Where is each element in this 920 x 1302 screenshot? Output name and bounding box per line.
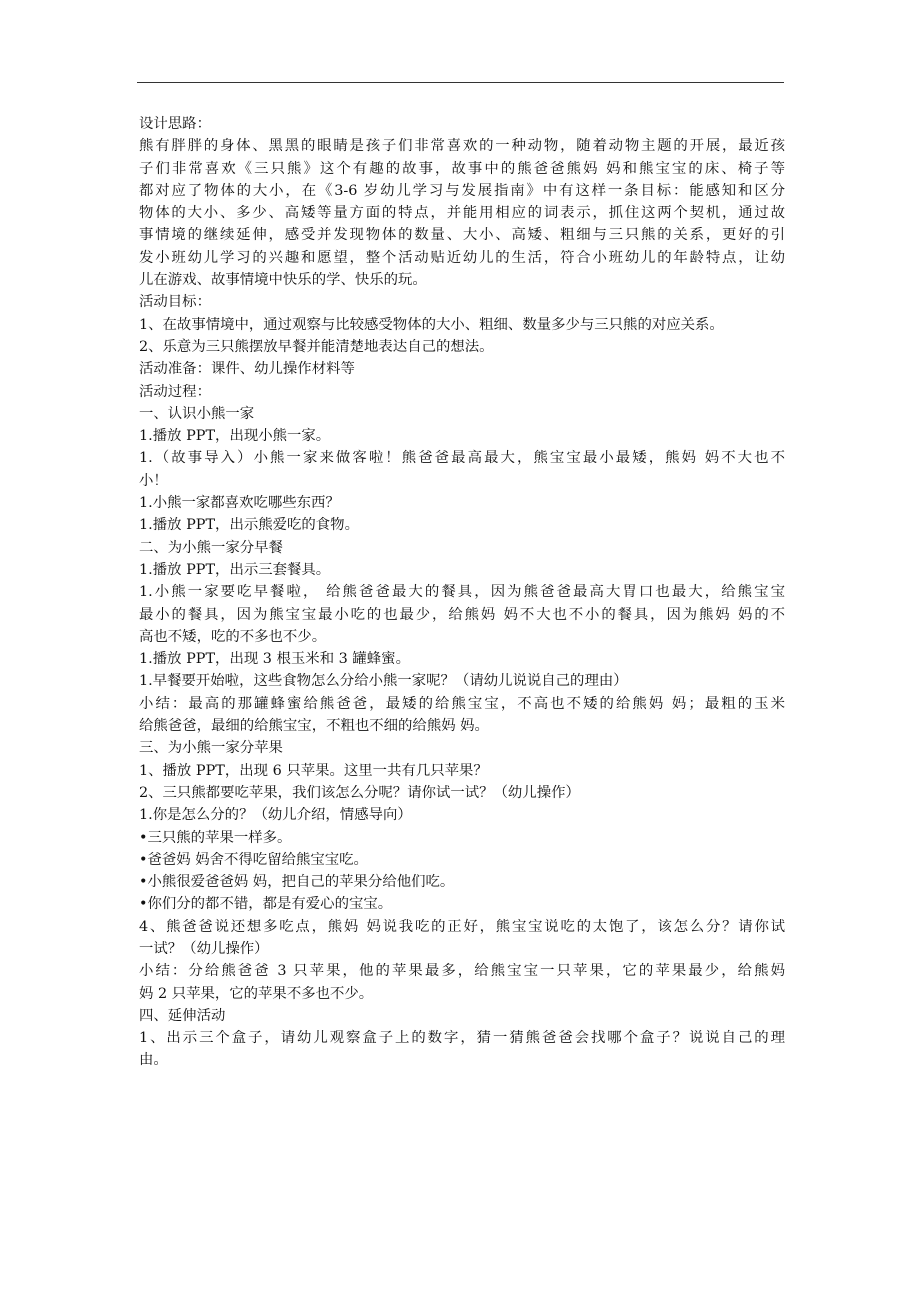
summary-line: 小结：分给熊爸爸 3 只苹果，他的苹果最多，给熊宝宝一只苹果，它的苹果最少，给熊妈 [139, 963, 785, 980]
process-step: 最小的餐具，因为熊宝宝最小吃的也最少，给熊妈 妈不大也不小的餐具，因为熊妈 妈的不 [139, 606, 785, 623]
bullet-item: •三只熊的苹果一样多。 [139, 829, 292, 846]
paragraph-line: 事情境的继续延伸，感受并发现物体的数量、大小、高矮、粗细与三只熊的关系，更好的引 [139, 227, 785, 244]
process-step: 1、播放 PPT，出现 6 只苹果。这里一共有几只苹果？ [139, 762, 488, 779]
document-body [139, 113, 785, 1072]
paragraph-line: 都对应了物体的大小，在《3-6 岁幼儿学习与发展指南》中有这样一条目标：能感知和区分 [139, 182, 785, 199]
process-step: 1、出示三个盒子，请幼儿观察盒子上的数字，猜一猜熊爸爸会找哪个盒子？说说自己的理 [139, 1030, 785, 1047]
section-heading: 三、为小熊一家分苹果 [139, 740, 283, 757]
header-rule [137, 82, 784, 83]
process-step: 1.播放 PPT，出示熊爱吃的食物。 [139, 517, 359, 534]
process-step: 1.播放 PPT，出示三套餐具。 [139, 561, 331, 578]
bullet-item: •你们分的都不错，都是有爱心的宝宝。 [139, 896, 393, 913]
process-step: 1.播放 PPT，出现 3 根玉米和 3 罐蜂蜜。 [139, 651, 410, 668]
summary-line: 小结：最高的那罐蜂蜜给熊爸爸，最矮的给熊宝宝，不高也不矮的给熊妈 妈；最粗的玉米 [139, 695, 785, 712]
section-heading: 一、认识小熊一家 [139, 405, 255, 422]
paragraph-line: 儿在游戏、故事情境中快乐的学、快乐的玩。 [139, 272, 427, 289]
process-step: 小！ [139, 472, 168, 489]
goal-item: 2、乐意为三只熊摆放早餐并能清楚地表达自己的想法。 [139, 338, 494, 355]
goal-item: 1、在故事情境中，通过观察与比较感受物体的大小、粗细、数量多少与三只熊的对应关系。 [139, 316, 724, 333]
heading-design-idea: 设计思路： [139, 116, 211, 132]
paragraph-line: 发小班幼儿学习的兴趣和愿望，整个活动贴近幼儿的生活，符合小班幼儿的年龄特点，让幼 [139, 249, 785, 266]
paragraph-line: 熊有胖胖的身体、黑黑的眼睛是孩子们非常喜欢的一种动物，随着动物主题的开展，最近孩 [139, 138, 785, 155]
section-heading: 二、为小熊一家分早餐 [139, 539, 283, 556]
process-step: 由。 [139, 1052, 168, 1069]
process-step: 1.你是怎么分的？（幼儿介绍，情感导向） [139, 807, 412, 824]
process-step: 1.小熊一家要吃早餐啦， 给熊爸爸最大的餐具，因为熊爸爸最高大胃口也最大，给熊宝宝 [139, 584, 785, 601]
bullet-item: •爸爸妈 妈舍不得吃留给熊宝宝吃。 [139, 851, 368, 868]
paragraph-line: 物体的大小、多少、高矮等量方面的特点，并能用相应的词表示，抓住这两个契机，通过故 [139, 205, 785, 222]
activity-preparation: 活动准备：课件、幼儿操作材料等 [139, 361, 355, 378]
process-step: 4、熊爸爸说还想多吃点，熊妈 妈说我吃的正好，熊宝宝说吃的太饱了，该怎么分？请你试 [139, 918, 785, 935]
paragraph-line: 子们非常喜欢《三只熊》这个有趣的故事，故事中的熊爸爸熊妈 妈和熊宝宝的床、椅子等 [139, 160, 785, 177]
process-step: 1.早餐要开始啦，这些食物怎么分给小熊一家呢？（请幼儿说说自己的理由） [139, 673, 628, 690]
heading-activity-process: 活动过程： [139, 383, 211, 400]
summary-line: 妈 2 只苹果，它的苹果不多也不少。 [139, 985, 374, 1002]
heading-activity-goals: 活动目标： [139, 294, 211, 311]
process-step: 1.（故事导入）小熊一家来做客啦！熊爸爸最高最大，熊宝宝最小最矮，熊妈 妈不大也不 [139, 450, 785, 467]
summary-line: 给熊爸爸，最细的给熊宝宝，不粗也不细的给熊妈 妈。 [139, 718, 489, 735]
process-step: 高也不矮，吃的不多也不少。 [139, 628, 327, 645]
process-step: 2、三只熊都要吃苹果，我们该怎么分呢？请你试一试？（幼儿操作） [139, 784, 580, 801]
process-step: 1.播放 PPT，出现小熊一家。 [139, 428, 331, 445]
process-step: 1.小熊一家都喜欢吃哪些东西？ [139, 495, 340, 512]
process-step: 一试？（幼儿操作） [139, 940, 269, 957]
bullet-item: •小熊很爱爸爸妈 妈，把自己的苹果分给他们吃。 [139, 874, 455, 891]
section-heading: 四、延伸活动 [139, 1007, 226, 1024]
